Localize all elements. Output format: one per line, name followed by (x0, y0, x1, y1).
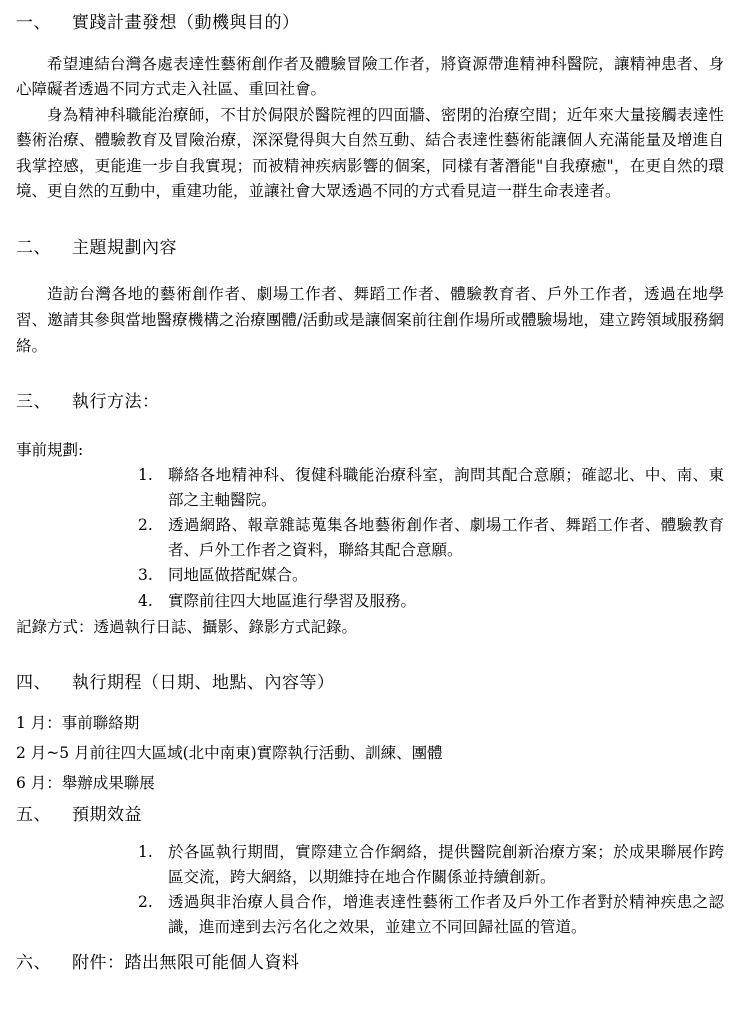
list-item-number: 3. (138, 566, 153, 585)
section-title-3: 執行方法： (72, 392, 160, 413)
section-number-1: 一、 (16, 13, 51, 33)
section-number-2: 二、 (16, 237, 51, 258)
list-item-text: 於各區執行期間，實際建立合作網絡，提供醫院創新治療方案；於成果聯展作跨區交流，跨大網絡，以期維持在地合作關係並持續創新。 (168, 842, 724, 886)
section-3-pre-list-label: 事前規劃: (16, 440, 84, 459)
list-item-text: 透過網路、報章雜誌蒐集各地藝術創作者、劇場工作者、舞蹈工作者、體驗教育者、戶外工作者之資料，聯絡其配合意願。 (168, 516, 724, 560)
schedule-line: 2 月~5 月前往四大區域(北中南東)實際執行活動、訓練、團體 (16, 743, 443, 762)
section-heading-1 (16, 10, 724, 38)
list-item-number: 1. (138, 466, 153, 484)
section-number-5: 五、 (16, 805, 51, 826)
list-item (138, 563, 724, 588)
section-title-4: 執行期程（日期、地點、內容等） (72, 673, 335, 693)
section-3-list (16, 463, 724, 614)
schedule-line: 6 月：舉辦成果聯展 (16, 773, 155, 792)
section-number-6: 六、 (16, 953, 51, 974)
list-item-text: 透過與非治療人員合作，增進表達性藝術工作者及戶外工作者對於精神疾患之認識，進而達到去污名化之效果，並建立不同回歸社區的管道。 (168, 892, 724, 937)
list-item-number: 2. (138, 516, 153, 535)
schedule-line: 1 月：事前聯絡期 (16, 713, 140, 732)
list-item-text: 聯絡各地精神科、復健科職能治療科室，詢問其配合意願；確認北、中、南、東部之主軸醫院。 (168, 466, 724, 510)
section-2-paragraph-1: 造訪台灣各地的藝術創作者、劇場工作者、舞蹈工作者、體驗教育者、戶外工作者，透過在地學習、邀請其參與當地醫療機構之治療團體/活動或是讓個案前往創作場所或體驗場地，建立跨領域服務網絡。 (16, 285, 724, 355)
section-5-list (16, 840, 724, 940)
section-title-6: 附件：踏出無限可能個人資料 (72, 953, 300, 974)
list-item (138, 513, 724, 563)
section-title-5: 預期效益 (72, 805, 142, 826)
section-1-paragraph-2: 身為精神科職能治療師，不甘於侷限於醫院裡的四面牆、密閉的治療空間；近年來大量接觸表達性藝術治療、體驗教育及冒險治療，深深覺得與大自然互動、結合表達性藝術能讓個人充滿能量及增進自我掌控感，更能進一步自我實現；而被精神疾病影響的個案，同樣有著潛能"自我療癒"，在更自然的環境、更自然的互動中，重建功能，並讓社會大眾透過不同的方式看見這一群生命表達者。 (16, 105, 724, 201)
list-item-number: 2. (138, 892, 153, 911)
section-3-post-list-label: 記錄方式：透過執行日誌、攝影、錄影方式記錄。 (16, 617, 358, 636)
section-heading-3 (16, 389, 724, 417)
list-item-number: 4. (138, 591, 153, 610)
list-item (138, 589, 724, 614)
section-heading-6 (16, 950, 724, 978)
list-item-text: 實際前往四大地區進行學習及服務。 (168, 591, 417, 610)
list-item-number: 1. (138, 842, 153, 861)
section-heading-5 (16, 802, 724, 830)
section-heading-2 (16, 235, 724, 263)
list-item (138, 840, 724, 890)
list-item-text: 同地區做搭配媒合。 (168, 566, 308, 585)
list-item (138, 463, 724, 513)
list-item (138, 890, 724, 940)
section-title-2: 主題規劃內容 (72, 237, 177, 258)
section-heading-4 (16, 670, 724, 698)
section-1-paragraph-1: 希望連結台灣各處表達性藝術創作者及體驗冒險工作者，將資源帶進精神科醫院，讓精神患者、身心障礙者透過不同方式走入社區、重回社會。 (16, 54, 724, 99)
section-title-1: 實踐計畫發想（動機與目的） (72, 13, 300, 33)
section-number-4: 四、 (16, 673, 51, 693)
section-number-3: 三、 (16, 392, 51, 413)
